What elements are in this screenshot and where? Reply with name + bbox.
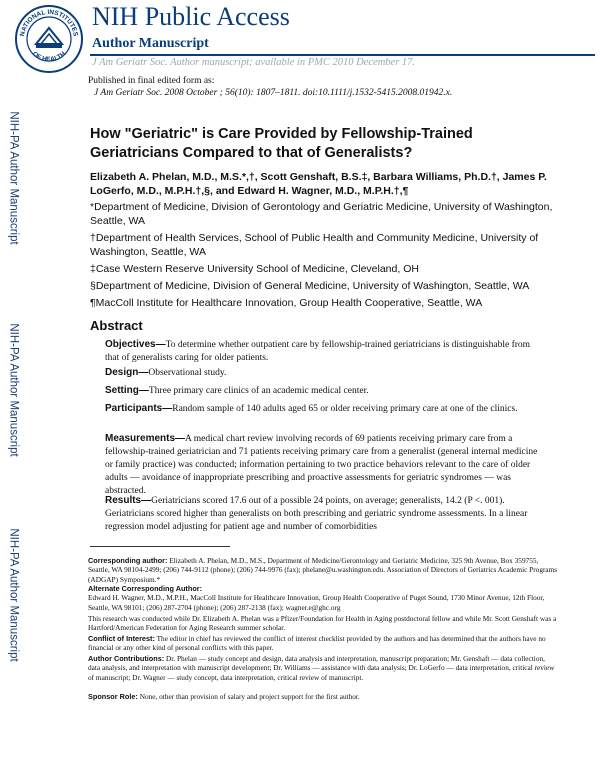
footnote-rule (90, 546, 230, 547)
section-label: Design— (105, 367, 149, 378)
svg-text:OF HEALTH (31, 50, 67, 63)
side-label-middle: NIH-PA Author Manuscript (8, 323, 20, 457)
article-title: How "Geriatric" is Care Provided by Fellowship-Trained Geriatricians Compared to that of Generalists? (90, 126, 473, 161)
footnote-alternate: Alternate Corresponding Author: Edward H. Wagner, M.D., M.P.H., MacColl Institute for Healthcare Innovation, Group Health Cooperative of Puget Sound, 1730 Minor Avenue, 12th Floor, Seattle, WA 98101; (206) 287-2704 (phone); (206) 287-2138 (fax); wagner.e@ghc.org (88, 584, 545, 612)
section-label: Objectives— (105, 339, 166, 350)
footnote-corresponding: Corresponding author: Elizabeth A. Phelan, M.D., M.S., Department of Medicine/Gerontology and Geriatric Medicine, 325 9th Avenue, Box 359755, Seattle, WA 98104-2499; (206) 744-9112 (phone); (206) 744-9976 (fax); phelane@u.washington.edu. Association of Directors of Geriatrics Academic Programs (ADGAP) Symposium.* (88, 556, 558, 584)
published-label: Published in final edited form as: (88, 76, 215, 86)
abstract-measurements: Measurements—A medical chart review involving records of 69 patients receiving primary care from a fellowship-trained geriatrician and 71 patients receiving primary care from a generalist (general internal medicine or family practice) was conducted; information pertaining to two practice behaviors relevant to the care of older adults — avoidance of inappropriate prescribing and proactive assessments for geriatric syndromes — was abstracted. (105, 433, 538, 496)
nih-public-access-title: NIH Public Access (92, 2, 290, 31)
author-list: Elizabeth A. Phelan, M.D., M.S.*,†, Scott Genshaft, B.S.‡, Barbara Williams, Ph.D.†, James P. LoGerfo, M.D., M.P.H.†,§, and Edward H. Wagner, M.D., M.P.H.†,¶ (90, 171, 547, 197)
abstract-results: Results—Geriatricians scored 17.6 out of a possible 24 points, on average; generalists, 14.2 (P <. 001). Geriatricians scored higher than generalists on both prescribing and geriatric syndrome assessments. In a linear regression model adjusting for patient age and number of comorbidities (105, 495, 528, 532)
affiliation: §Department of Medicine, Division of General Medicine, University of Washington, Seattle, WA (90, 280, 530, 292)
affiliation: *Department of Medicine, Division of Gerontology and Geriatric Medicine, University of Washington, Seattle, WA (90, 201, 553, 227)
footnote-contributions: Author Contributions: Dr. Phelan — study concept and design, data analysis and interpretation, manuscript preparation; Mr. Genshaft — data collection, data analysis, and interpretation with manuscript development; Dr. Williams — assistance with data analysis; Dr. LoGerfo — data interpretation, critical review of manuscript; Dr. Wagner — study concept, data interpretation, critical review of manuscript. (88, 654, 555, 682)
section-label: Results— (105, 495, 152, 506)
section-label: Setting— (105, 385, 149, 396)
abstract-setting: Setting—Three primary care clinics of an academic medical center. (105, 385, 369, 396)
affiliation: †Department of Health Services, School of Public Health and Community Medicine, University of Washington, Seattle, WA (90, 232, 539, 258)
footnote-conflict: Conflict of Interest: The editor in chief has reviewed the conflict of interest checklist provided by the authors and has determined that the authors have no financial or any other kind of personal conflicts with this paper. (88, 634, 546, 653)
abstract-objectives: Objectives—To determine whether outpatient care by fellowship-trained geriatricians is distinguishable from that of generalists caring for older patients. (105, 339, 531, 363)
logo-top-text: NATIONAL INSTITUTES (19, 8, 79, 37)
affiliation: ‡Case Western Reserve University School of Medicine, Cleveland, OH (90, 263, 419, 275)
section-label: Measurements— (105, 433, 186, 444)
citation: J Am Geriatr Soc. 2008 October ; 56(10): 1807–1811. doi:10.1111/j.1532-5415.2008.01942.x. (94, 88, 453, 98)
affiliation: ¶MacColl Institute for Healthcare Innovation, Group Health Cooperative, Seattle, WA (90, 297, 483, 309)
logo-bottom-text: OF HEALTH (30, 50, 68, 64)
author-manuscript-subtitle: Author Manuscript (92, 36, 209, 51)
section-label: Participants— (105, 403, 173, 414)
footnote-sponsor: Sponsor Role: None, other than provision of salary and project support for the first author. (88, 692, 360, 701)
nih-seal-logo (14, 4, 84, 74)
abstract-design: Design—Observational study. (105, 367, 227, 378)
abstract-participants: Participants—Random sample of 140 adults aged 65 or older receiving primary care at one of the clinics. (105, 403, 518, 414)
footnote-research-note: This research was conducted while Dr. Elizabeth A. Phelan was a Pfizer/Foundation for Health in Aging postdoctoral fellow and while Mr. Scott Genshaft was a Hartford/American Federation for Aging Research summer scholar. (88, 614, 557, 633)
journal-availability-line: J Am Geriatr Soc. Author manuscript; available in PMC 2010 December 17. (92, 57, 416, 68)
side-label-bottom: NIH-PA Author Manuscript (8, 528, 20, 662)
side-label-top: NIH-PA Author Manuscript (8, 111, 20, 245)
abstract-heading: Abstract (90, 318, 143, 333)
header-rule (90, 54, 595, 56)
